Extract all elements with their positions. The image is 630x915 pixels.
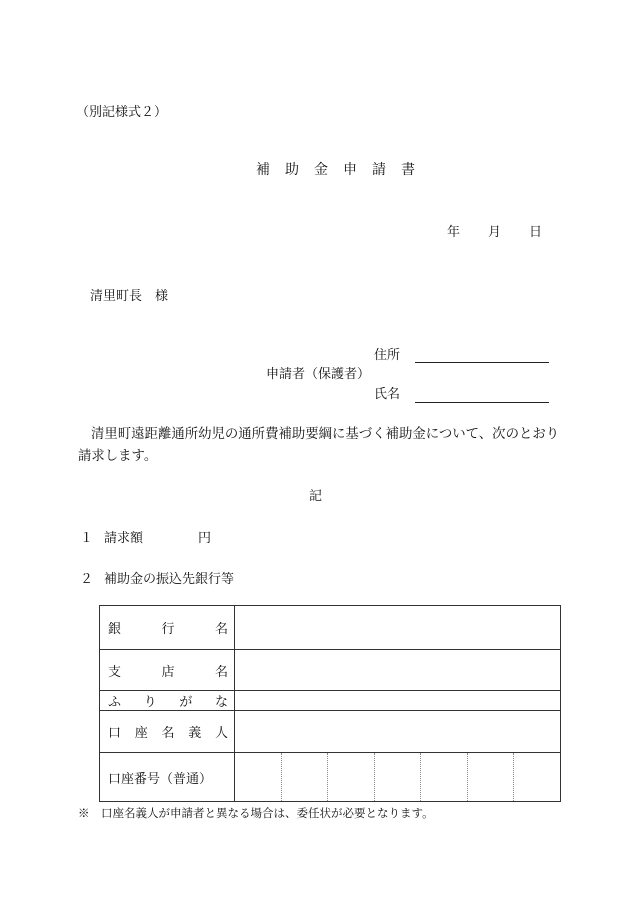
address-line xyxy=(415,351,549,370)
item2-label: 補助金の振込先銀行等 xyxy=(104,572,235,587)
furigana-label: ふ り が な xyxy=(100,691,235,711)
account-number-label: 口座番号（普通） xyxy=(100,753,235,802)
account-digit-cell[interactable] xyxy=(374,753,421,801)
name-line xyxy=(415,391,549,410)
document-title: 補助金申請書 xyxy=(256,162,430,178)
item1-unit: 円 xyxy=(198,531,212,546)
account-digit-cell[interactable] xyxy=(235,753,281,801)
item2-number: ２ xyxy=(80,572,94,587)
branch-name-label: 支 店 名 xyxy=(100,650,235,691)
body-text: 清里町遠距離通所幼児の通所費補助要綱に基づく補助金について、次のとおり請求します。 xyxy=(78,427,560,464)
account-digit-cell[interactable] xyxy=(467,753,514,801)
account-digit-cell[interactable] xyxy=(281,753,328,801)
date-month: 月 xyxy=(488,225,502,240)
account-digit-cell[interactable] xyxy=(513,753,560,801)
bank-table xyxy=(99,605,561,802)
date-day: 日 xyxy=(529,225,543,240)
account-number-field[interactable] xyxy=(235,753,561,802)
form-label: （別記様式２） xyxy=(76,105,168,120)
item1-label: 請求額 xyxy=(104,531,144,546)
branch-name-field[interactable] xyxy=(235,650,561,691)
account-digit-cell[interactable] xyxy=(420,753,467,801)
name-label: 氏名 xyxy=(374,387,401,402)
furigana-field[interactable] xyxy=(235,691,561,711)
item1-number: １ xyxy=(80,531,94,546)
date-year: 年 xyxy=(447,225,461,240)
account-holder-field[interactable] xyxy=(235,711,561,753)
bank-name-label: 銀 行 名 xyxy=(100,606,235,650)
account-digit-cell[interactable] xyxy=(327,753,374,801)
footnote: ※ 口座名義人が申請者と異なる場合は、委任状が必要となります。 xyxy=(78,806,434,820)
bank-name-field[interactable] xyxy=(235,606,561,650)
account-holder-label: 口 座 名 義 人 xyxy=(100,711,235,753)
address-label: 住所 xyxy=(374,348,401,363)
ki-heading: 記 xyxy=(309,489,323,504)
addressee: 清里町長 様 xyxy=(90,289,169,304)
applicant-role: 申請者（保護者） xyxy=(266,367,371,382)
